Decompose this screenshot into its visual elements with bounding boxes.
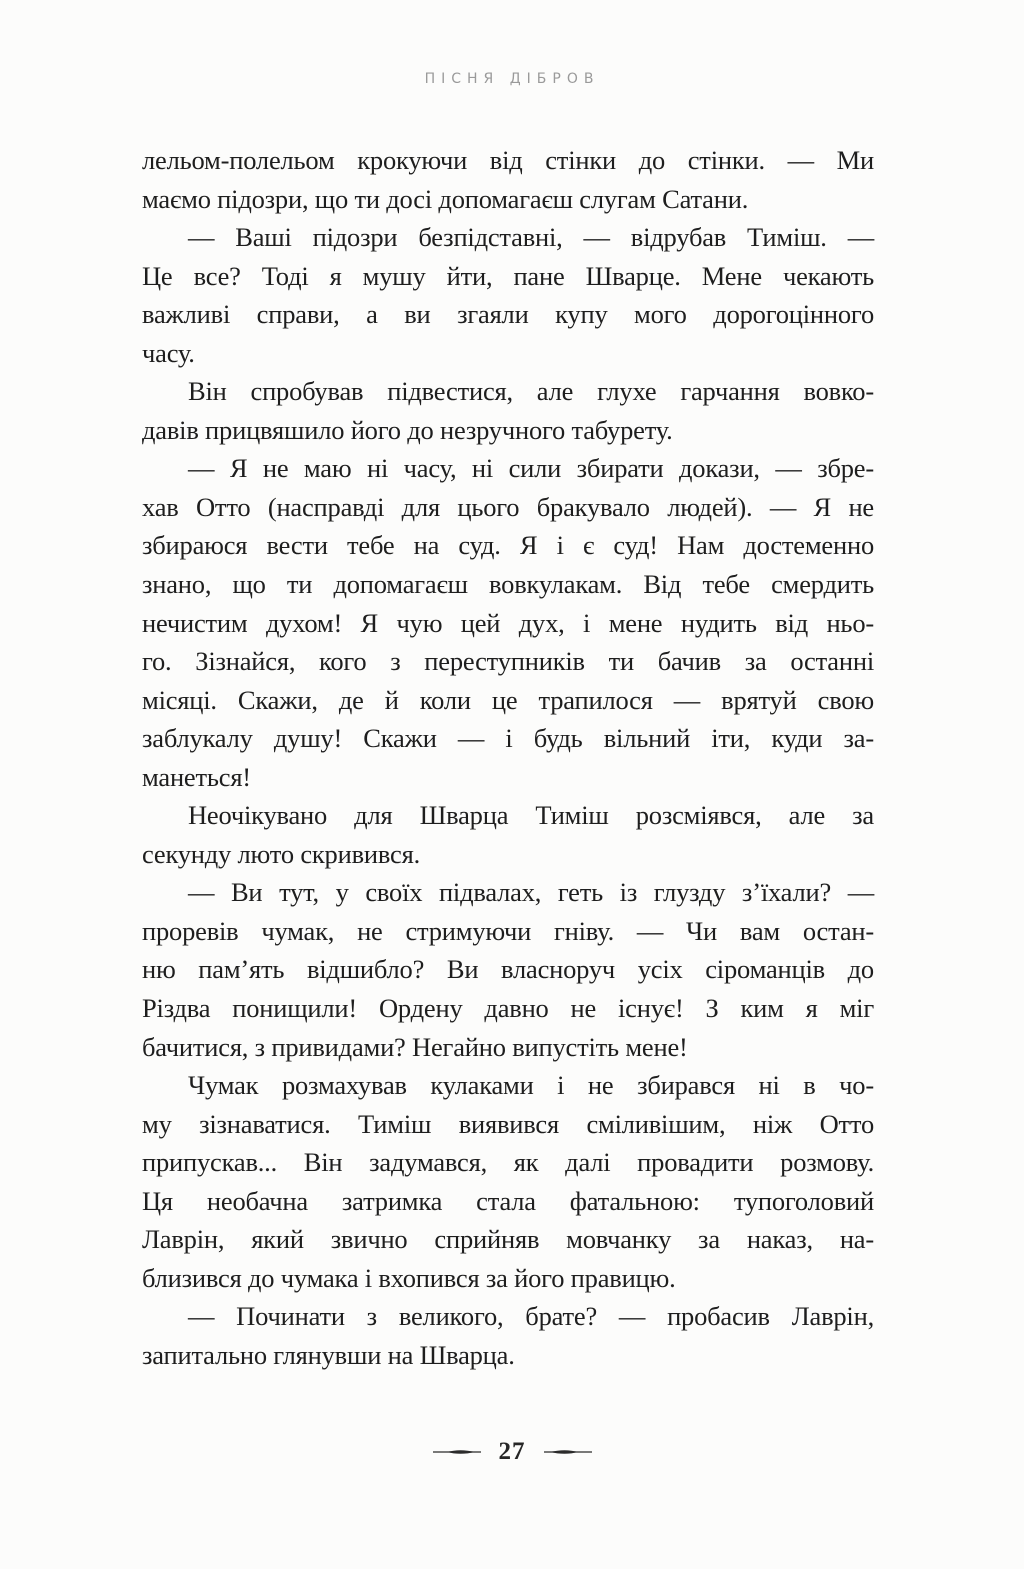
text-line: запитально глянувши на Шварца. xyxy=(142,1339,515,1370)
text-line: Це все? Тоді я мушу йти, пане Шварце. Мене чекають xyxy=(142,260,874,291)
text-line: нечистим духом! Я чую цей дух, і мене нудить від ньо- xyxy=(142,607,874,638)
text-line: — Починати з великого, брате? — пробасив Лаврін, xyxy=(188,1301,874,1332)
page-body xyxy=(142,141,874,1375)
text-line: — Ваші підозри безпідставні, — відрубав Тиміш. — xyxy=(188,222,874,253)
text-line: секунду люто скривився. xyxy=(142,838,421,869)
text-line: — Я не маю ні часу, ні сили збирати докази, — збре- xyxy=(188,453,874,484)
paragraph xyxy=(142,449,874,796)
paragraph xyxy=(142,141,874,218)
text-line: проревів чумак, не стримуючи гніву. — Чи вам остан- xyxy=(142,915,874,946)
text-line: збираюся вести тебе на суд. Я і є суд! Нам достеменно xyxy=(142,530,874,561)
text-line: му зізнаватися. Тиміш виявився сміливішим, ніж Отто xyxy=(142,1108,874,1139)
text-line: Різдва понищили! Ордену давно не існує! З ким я міг xyxy=(142,993,874,1024)
text-line: лельом-полельом крокуючи від стінки до стінки. — Ми xyxy=(142,145,874,175)
text-line: давів прицвяшило його до незручного табурету. xyxy=(142,414,673,445)
text-line: Неочікувано для Шварца Тиміш розсміявся, але за xyxy=(188,800,874,831)
text-line: важливі справи, а ви згаяли купу мого дорогоцінного xyxy=(142,299,874,330)
text-line: манеться! xyxy=(142,761,251,792)
text-line: Ця необачна затримка стала фатальною: тупоголовий xyxy=(142,1185,874,1216)
running-head-title: ПІСНЯ ДІБРОВ xyxy=(424,71,600,87)
text-line: Він спробував підвестися, але глухе гарчання вовко- xyxy=(188,376,874,407)
text-line: ню пам’ять відшибло? Ви власноруч усіх сіроманців до xyxy=(142,954,874,985)
flourish-left-icon xyxy=(432,1446,482,1458)
flourish-right-icon xyxy=(543,1446,593,1458)
text-line: часу. xyxy=(142,337,195,368)
text-line: — Ви тут, у своїх підвалах, геть із глузду з’їхали? — xyxy=(188,877,874,908)
paragraph xyxy=(142,372,874,449)
text-line: місяці. Скажи, де й коли це трапилося — врятуй свою xyxy=(142,684,874,715)
text-line: бачитися, з привидами? Негайно випустіть мене! xyxy=(142,1031,688,1062)
paragraph xyxy=(142,796,874,873)
text-line: Чумак розмахував кулаками і не збирався ні в чо- xyxy=(188,1070,874,1101)
text-line: Лаврін, який звично сприйняв мовчанку за наказ, на- xyxy=(142,1224,874,1255)
text-line: маємо підозри, що ти досі допомагаєш слугам Сатани. xyxy=(142,183,749,214)
paragraph xyxy=(142,1066,874,1297)
paragraph xyxy=(142,873,874,1066)
text-line: заблукалу душу! Скажи — і будь вільний іти, куди за- xyxy=(142,723,874,754)
text-line: го. Зізнайся, кого з переступників ти бачив за останні xyxy=(142,646,874,677)
paragraph xyxy=(142,1297,874,1374)
text-line: припускав... Він задумався, як далі провадити розмову. xyxy=(142,1147,874,1178)
page-number: 27 xyxy=(498,1438,526,1465)
page-footer xyxy=(0,1432,1024,1472)
text-line: знано, що ти допомагаєш вовкулакам. Від тебе смердить xyxy=(142,569,874,600)
text-line: близився до чумака і вхопився за його правицю. xyxy=(142,1262,676,1293)
paragraph xyxy=(142,218,874,372)
text-line: хав Отто (насправді для цього бракувало людей). — Я не xyxy=(142,491,874,522)
